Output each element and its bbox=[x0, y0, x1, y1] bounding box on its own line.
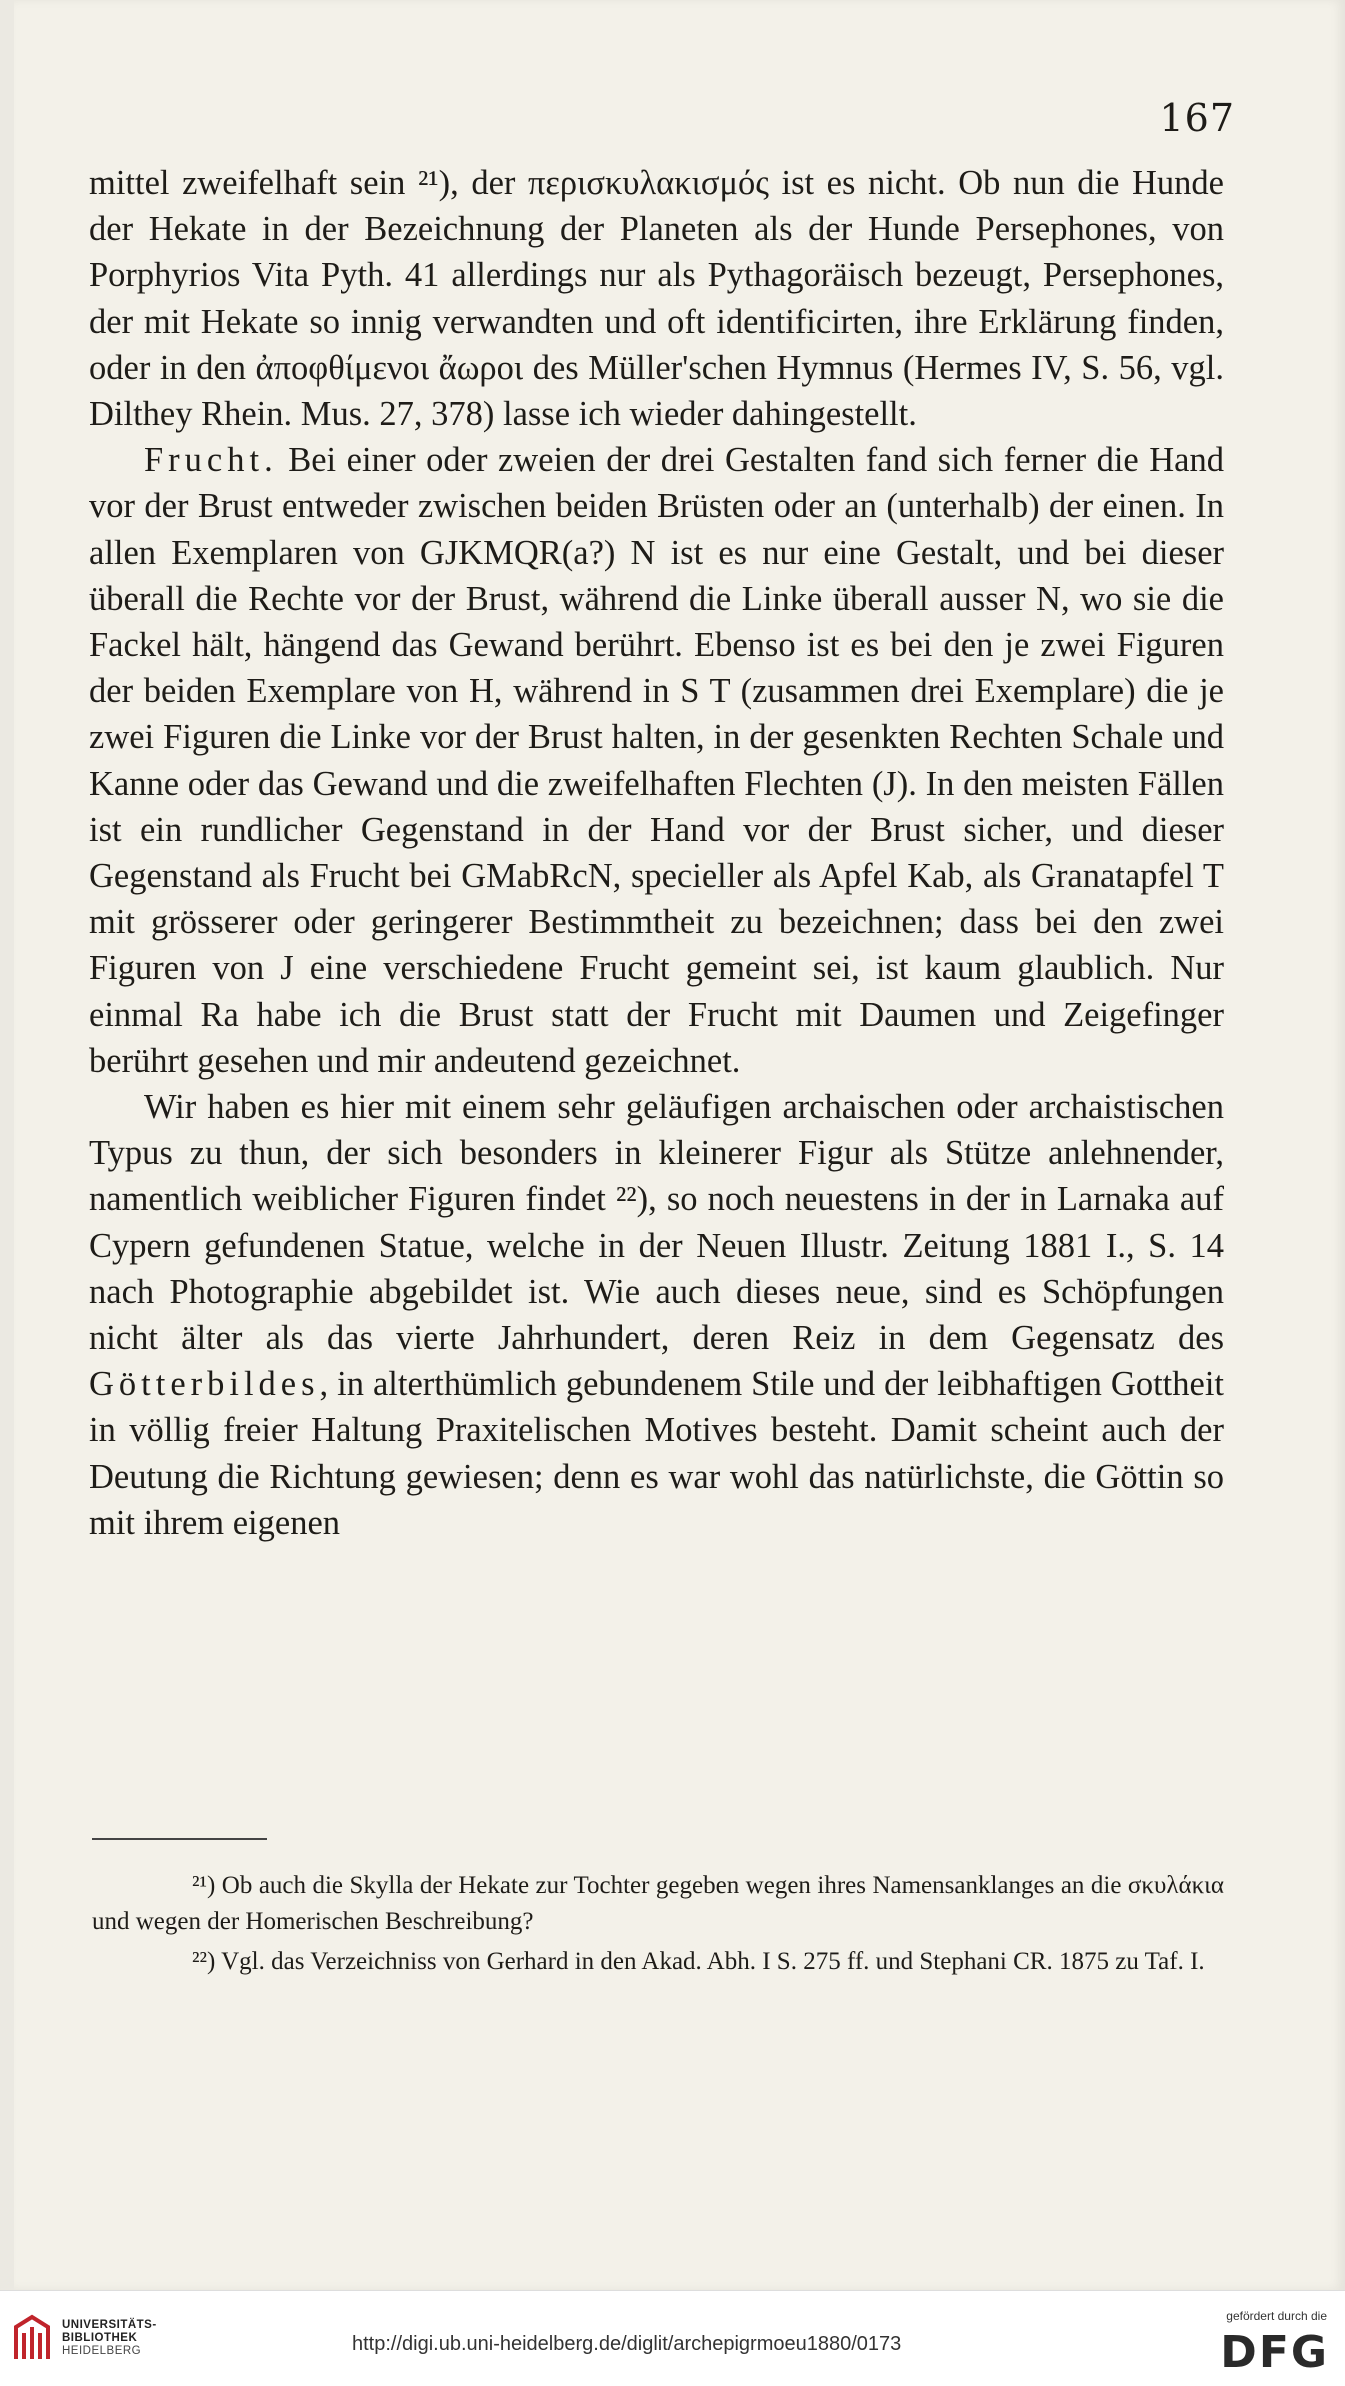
library-name-line-1: UNIVERSITÄTS- bbox=[62, 2319, 157, 2331]
paragraph-2-heading: Frucht. bbox=[144, 441, 278, 480]
footnote-21: ²¹) Ob auch die Skylla der Hekate zur Tochter gegeben wegen ihres Namensanklanges an die σκυλάκια und wegen der Homerischen Beschreibung? bbox=[92, 1872, 1224, 1935]
page-number: 167 bbox=[1159, 96, 1235, 140]
body-text bbox=[89, 160, 1224, 1546]
footnotes bbox=[92, 1868, 1224, 1984]
library-name-line-2: BIBLIOTHEK bbox=[62, 2332, 138, 2344]
paragraph-2 bbox=[89, 437, 1224, 1084]
paragraph-1: mittel zweifelhaft sein ²¹), der περισκυλακισμός ist es nicht. Ob nun die Hunde der Hekate in der Bezeichnung der Planeten als der Hunde Persephones, von Porphyrios Vita Pyth. 41 allerdings nur als Pythagoräisch bezeugt, Persephones, der mit Hekate so innig verwandten und oft identificirten, ihre Erklärung finden, oder in den ἀποφθίμενοι ἄωροι des Müller'schen Hymnus (Hermes IV, S. 56, vgl. Dilthey Rhein. Mus. 27, 378) lasse ich wieder dahingestellt. bbox=[89, 164, 1224, 434]
paragraph-3-spaced-word: Götterbildes bbox=[89, 1365, 320, 1404]
library-name bbox=[62, 2319, 157, 2358]
library-name-line-3: HEIDELBERG bbox=[62, 2345, 142, 2357]
paragraph-3-text-b: , in alterthümlich gebundenem Stile und der leibhaftigen Gottheit in völlig freier Haltung Praxitelischen Motives besteht. Damit scheint auch der Deutung die Richtung gewiesen; denn es war wohl das natürlichste, die Göttin so mit ihrem eigenen bbox=[89, 1365, 1224, 1542]
funded-by-label: gefördert durch die bbox=[1226, 2309, 1327, 2323]
paragraph-3 bbox=[89, 1084, 1224, 1546]
dfg-logo: DFG bbox=[1220, 2327, 1329, 2378]
footer-bar bbox=[0, 2290, 1345, 2386]
footnote-divider bbox=[92, 1838, 267, 1840]
paragraph-3-text-a: Wir haben es hier mit einem sehr geläufigen archaischen oder archaistischen Typus zu thun, der sich besonders in kleinerer Figur als Stütze anlehnender, namentlich weiblicher Figuren findet ²²), so noch neuestens in der in Larnaka auf Cypern gefundenen Statue, welche in der Neuen Illustr. Zeitung 1881 I., S. 14 nach Photographie abgebildet ist. Wie auch dieses neue, sind es Schöpfungen nicht älter als das vierte Jahrhundert, deren Reiz in dem Gegensatz des bbox=[89, 1088, 1224, 1358]
scanned-page bbox=[14, 0, 1345, 2290]
permalink-url[interactable]: http://digi.ub.uni-heidelberg.de/diglit/archepigrmoeu1880/0173 bbox=[352, 2333, 902, 2355]
paragraph-2-text: Bei einer oder zweien der drei Gestalten fand sich ferner die Hand vor der Brust entweder zwischen beiden Brüsten oder an (unterhalb) der einen. In allen Exemplaren von GJKMQR(a?) N ist es nur eine Gestalt, und bei dieser überall die Rechte vor der Brust, während die Linke überall ausser N, wo sie die Fackel hält, hängend das Gewand berührt. Ebenso ist es bei den je zwei Figuren der beiden Exemplare von H, während in S T (zusammen drei Exemplare) die je zwei Figuren die Linke vor der Brust halten, in der gesenkten Rechten Schale und Kanne oder das Gewand und die zweifelhaften Flechten (J). In den meisten Fällen ist ein rundlicher Gegenstand in der Hand vor der Brust sicher, und dieser Gegenstand als Frucht bei GMabRcN, specieller als Apfel Kab, als Granatapfel T mit grösserer oder geringerer Bestimmtheit zu bezeichnen; dass bei den zwei Figuren von J eine verschiedene Frucht gemeint sei, ist kaum glaublich. Nur einmal Ra habe ich die Brust statt der Frucht mit Daumen und Zeigefinger berührt gesehen und mir andeutend gezeichnet. bbox=[89, 441, 1224, 1080]
university-library-logo-icon bbox=[10, 2313, 54, 2365]
footnote-22: ²²) Vgl. das Verzeichniss von Gerhard in den Akad. Abh. I S. 275 ff. und Stephani CR. 1875 zu Taf. I. bbox=[192, 1948, 1205, 1975]
